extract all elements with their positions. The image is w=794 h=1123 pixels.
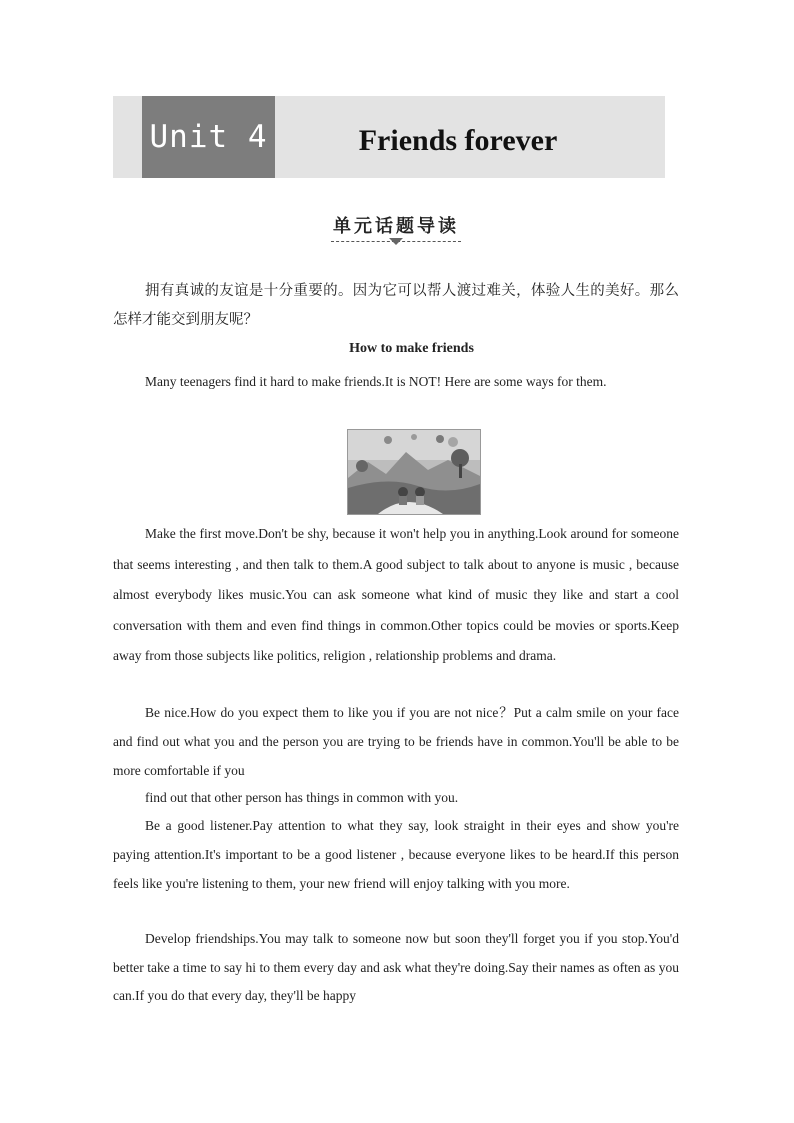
heading-arrow-icon <box>389 238 403 245</box>
section-heading-text: 单元话题导读 <box>331 212 461 242</box>
article-paragraph-2: Make the first move.Don't be shy, because it won't help you in anything.Look around for someone that seems interesting , and then talk to them.A good subject to talk about to anyone is music , because almost everybody likes music.You can ask someone what kind of music they like and start a cool conversation with them and even find things in common.Other topics could be movies or sports.Keep away from those subjects like politics, religion , relationship problems and drama. <box>113 526 679 663</box>
article-paragraph-3: Be nice.How do you expect them to like you if you are not nice？Put a calm smile on your face and find out what you and the person you are trying to be friends have in common.You'll be able to be more comfortable if you <box>113 705 679 778</box>
article-paragraph-4: Be a good listener.Pay attention to what they say, look straight in their eyes and show you're paying attention.It's important to be a good listener , because everyone likes to be heard.If this person feels like you're listening to them, your new friend will enjoy talking with you more. <box>113 818 679 891</box>
article-paragraph-1: Many teenagers find it hard to make friends.It is NOT! Here are some ways for them. <box>145 374 607 389</box>
article-paragraph-3-cont: find out that other person has things in common with you. <box>145 790 459 805</box>
unit-label: Unit 4 <box>142 96 275 178</box>
intro-paragraph: 拥有真诚的友谊是十分重要的。因为它可以帮人渡过难关，体验人生的美好。那么怎样才能交到朋友呢？ <box>113 283 679 328</box>
cartoon-landscape-image <box>348 430 480 514</box>
cartoon-illustration <box>347 429 481 515</box>
article-paragraph-5: Develop friendships.You may talk to someone now but soon they'll forget you if you stop.You'd better take a time to say hi to them every day and ask what they're doing.Say their names as often as you can.If you do that every day, they'll be happy <box>113 931 679 1003</box>
unit-title: Friends forever <box>358 124 558 157</box>
article-title: How to make friends <box>349 341 474 356</box>
